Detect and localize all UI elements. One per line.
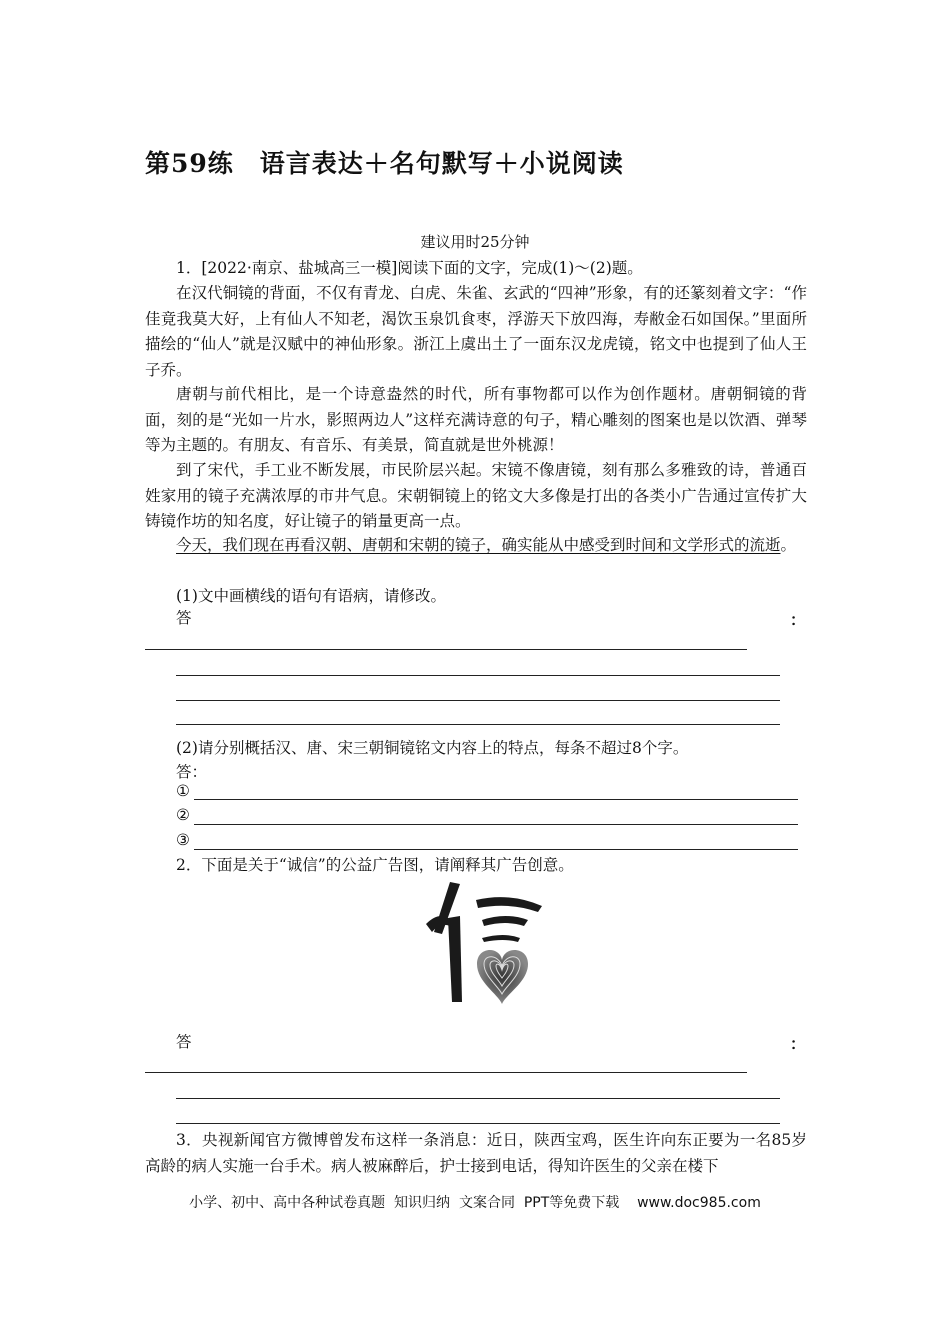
passage-paragraph-1: 在汉代铜镜的背面，不仅有青龙、白虎、朱雀、玄武的“四神”形象，有的还篆刻着文字：“作佳竟我莫大好，上有仙人不知老，渴饮玉泉饥食枣，浮游天下放四海，寿敝金石如国保。”里面所描绘的“仙人”就是汉赋中的神仙形象。浙江上虞出土了一面东汉龙虎镜，铭文中也提到了仙人王子乔。	[145, 284, 807, 379]
answer-colon-1: ：	[790, 610, 806, 629]
answer-line[interactable]	[194, 799, 798, 800]
answer-label-2: 答：	[176, 763, 208, 781]
answer-line[interactable]	[194, 824, 798, 825]
answer-line[interactable]	[176, 1123, 780, 1124]
circled-number-2: ②	[176, 806, 190, 824]
answer-line[interactable]	[176, 675, 780, 676]
answer-label-3: 答	[176, 1033, 192, 1051]
integrity-ad-figure	[420, 876, 555, 1006]
answer-line[interactable]	[176, 724, 780, 725]
sentence-end: 。	[780, 536, 797, 554]
answer-line[interactable]	[176, 1098, 780, 1099]
answer-line[interactable]	[176, 700, 780, 701]
answer-line[interactable]	[145, 649, 747, 650]
answer-label-1: 答	[176, 609, 192, 627]
answer-colon-3: ：	[790, 1034, 806, 1053]
page-footer: 小学、初中、高中各种试卷真题 知识归纳 文案合同 PPT等免费下载 www.doc985.com	[189, 1195, 761, 1211]
answer-line[interactable]	[145, 1072, 747, 1073]
circled-number-3: ③	[176, 831, 190, 849]
sub-question-2: (2)请分别概括汉、唐、宋三朝铜镜铭文内容上的特点，每条不超过8个字。	[176, 739, 689, 757]
passage-paragraph-3: 到了宋代，手工业不断发展，市民阶层兴起。宋镜不像唐镜，刻有那么多雅致的诗，普通百姓家用的镜子充满浓厚的市井气息。宋朝铜镜上的铭文大多像是打出的各类小广告通过宣传扩大铸镜作坊的知名度，好让镜子的销量更高一点。	[145, 461, 807, 530]
question-2-intro: 2．下面是关于“诚信”的公益广告图，请阐释其广告创意。	[176, 856, 574, 874]
underlined-sentence: 今天，我们现在再看汉朝、唐朝和宋朝的镜子，确实能从中感受到时间和文学形式的流逝	[176, 536, 781, 554]
answer-line[interactable]	[194, 849, 798, 850]
fingerprint-heart-icon	[477, 950, 528, 1004]
xin-calligraphy-figure	[420, 876, 555, 1006]
time-hint: 建议用时25分钟	[420, 233, 530, 251]
question-3-text: 3．央视新闻官方微博曾发布这样一条消息：近日，陕西宝鸡，医生许向东正要为一名85岁高龄的病人实施一台手术。病人被麻醉后，护士接到电话，得知许医生的父亲在楼下	[145, 1131, 807, 1175]
question-1-intro: 1．[2022·南京、盐城高三一模]阅读下面的文字，完成(1)～(2)题。	[176, 259, 643, 277]
sub-question-1: (1)文中画横线的语句有语病，请修改。	[176, 587, 446, 605]
circled-number-1: ①	[176, 782, 190, 800]
page-title: 第59练 语言表达＋名句默写＋小说阅读	[145, 149, 624, 178]
passage-paragraph-2: 唐朝与前代相比，是一个诗意盎然的时代，所有事物都可以作为创作题材。唐朝铜镜的背面，刻的是“光如一片水，影照两边人”这样充满诗意的句子，精心雕刻的图案也是以饮酒、弹琴等为主题的。有朋友、有音乐、有美景，简直就是世外桃源！	[145, 385, 807, 454]
passage-paragraph-4	[145, 533, 807, 559]
